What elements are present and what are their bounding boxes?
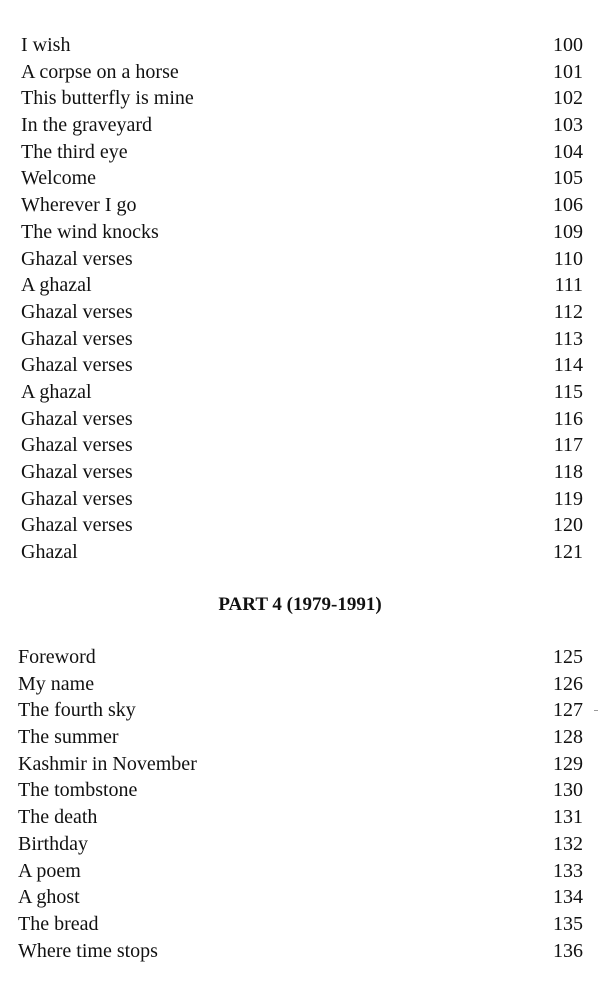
toc-entry-title: In the graveyard bbox=[21, 114, 153, 137]
toc-entry-title: A ghazal bbox=[21, 274, 92, 297]
toc-entry-page: 135 bbox=[553, 912, 583, 935]
toc-entry bbox=[0, 777, 600, 804]
toc-entry-title: Ghazal verses bbox=[21, 434, 133, 457]
toc-entry-page: 111 bbox=[554, 274, 583, 297]
toc-entry-title: Ghazal verses bbox=[21, 354, 133, 377]
toc-entry bbox=[0, 219, 600, 246]
toc-entry-page: 117 bbox=[553, 434, 583, 457]
toc-entry-page: 112 bbox=[553, 300, 583, 323]
toc-entry bbox=[0, 272, 600, 299]
toc-entry-title: A ghost bbox=[18, 886, 80, 909]
toc-entry bbox=[0, 751, 600, 778]
toc-entry-page: 110 bbox=[553, 247, 583, 270]
toc-entry-page: 118 bbox=[553, 461, 583, 483]
toc-entry-page: 116 bbox=[553, 407, 583, 430]
toc-entry bbox=[0, 112, 600, 139]
toc-entry bbox=[0, 32, 600, 59]
toc-entry-page: 103 bbox=[553, 114, 583, 137]
toc-entry-page: 119 bbox=[553, 487, 583, 510]
toc-entry-page: 106 bbox=[553, 194, 583, 217]
scan-edge-mark bbox=[594, 710, 598, 711]
toc-entry-page: 134 bbox=[553, 886, 583, 909]
toc-entry-title: Ghazal verses bbox=[21, 487, 133, 510]
toc-entry bbox=[0, 246, 600, 273]
toc-entry bbox=[0, 165, 600, 192]
toc-entry-page: 125 bbox=[553, 646, 583, 668]
toc-entry-title: The bread bbox=[18, 912, 99, 935]
toc-entry-title: This butterfly is mine bbox=[21, 87, 194, 110]
toc-entry bbox=[0, 352, 600, 379]
toc-entry-page: 101 bbox=[553, 60, 583, 83]
toc-entry-page: 100 bbox=[553, 34, 583, 56]
toc-entry-title: I wish bbox=[21, 34, 71, 56]
toc-entry bbox=[0, 486, 600, 513]
toc-entry bbox=[0, 858, 600, 885]
toc-entry-title: A ghazal bbox=[21, 380, 92, 403]
toc-entry-page: 121 bbox=[553, 541, 583, 564]
toc-entry-title: My name bbox=[18, 672, 95, 695]
toc-entry-page: 105 bbox=[553, 167, 583, 190]
toc-entry bbox=[0, 831, 600, 858]
toc-entry bbox=[0, 644, 600, 671]
toc-entry-title: Ghazal verses bbox=[21, 514, 133, 537]
toc-entry-title: Where time stops bbox=[18, 939, 158, 962]
toc-entry-page: 133 bbox=[553, 859, 583, 882]
toc-entry-page: 104 bbox=[553, 140, 583, 163]
toc-entry-page: 114 bbox=[553, 354, 583, 377]
toc-entry bbox=[0, 724, 600, 751]
toc-entry bbox=[0, 938, 600, 965]
toc-entry-title: Ghazal bbox=[21, 541, 78, 564]
toc-entry bbox=[0, 911, 600, 938]
toc-entry bbox=[0, 432, 600, 459]
toc-entry-page: 126 bbox=[553, 672, 583, 695]
toc-entry-title: A poem bbox=[18, 859, 81, 882]
toc-entry bbox=[0, 697, 600, 724]
toc-entry-title: Foreword bbox=[18, 646, 96, 668]
toc-entry bbox=[0, 379, 600, 406]
toc-entry bbox=[0, 671, 600, 698]
toc-entry-title: A corpse on a horse bbox=[21, 60, 179, 83]
toc-entry-page: 131 bbox=[553, 806, 583, 829]
toc-entry-page: 136 bbox=[553, 939, 583, 962]
toc-entry-title: The summer bbox=[18, 726, 119, 749]
toc-entry-page: 113 bbox=[553, 327, 583, 350]
toc-entry-title: Ghazal verses bbox=[21, 327, 133, 350]
toc-entry-title: The third eye bbox=[21, 140, 128, 163]
toc-entry bbox=[0, 539, 600, 566]
toc-list-upper bbox=[0, 32, 600, 566]
toc-entry-title: Welcome bbox=[21, 167, 97, 190]
toc-entry bbox=[0, 59, 600, 86]
toc-entry-title: The tombstone bbox=[18, 779, 138, 802]
toc-entry-page: 115 bbox=[553, 380, 583, 403]
toc-entry-title: Ghazal verses bbox=[21, 407, 133, 430]
toc-entry-page: 109 bbox=[553, 220, 583, 243]
toc-entry bbox=[0, 326, 600, 353]
toc-entry-title: Kashmir in November bbox=[18, 752, 197, 775]
toc-entry-page: 128 bbox=[553, 726, 583, 749]
toc-entry-page: 127 bbox=[553, 699, 583, 722]
toc-entry bbox=[0, 512, 600, 539]
toc-entry bbox=[0, 192, 600, 219]
toc-entry bbox=[0, 299, 600, 326]
toc-entry bbox=[0, 884, 600, 911]
toc-entry-title: Ghazal verses bbox=[21, 300, 133, 323]
toc-entry-title: Ghazal verses bbox=[21, 247, 133, 270]
toc-entry-page: 129 bbox=[553, 752, 583, 775]
toc-entry-page: 120 bbox=[553, 514, 583, 537]
toc-entry-page: 132 bbox=[553, 832, 583, 855]
toc-entry bbox=[0, 85, 600, 112]
toc-entry bbox=[0, 406, 600, 433]
toc-entry-page: 102 bbox=[553, 87, 583, 110]
toc-entry-page: 130 bbox=[553, 779, 583, 802]
section-heading-part-4: PART 4 (1979-1991) bbox=[218, 594, 382, 615]
toc-entry bbox=[0, 459, 600, 486]
toc-entry-title: The wind knocks bbox=[21, 220, 159, 243]
toc-entry-title: Birthday bbox=[18, 832, 88, 855]
toc-entry bbox=[0, 139, 600, 166]
toc-entry-title: Ghazal verses bbox=[21, 461, 133, 483]
toc-list-part-4 bbox=[0, 644, 600, 964]
toc-entry-title: The fourth sky bbox=[18, 699, 136, 722]
toc-entry-title: Wherever I go bbox=[21, 194, 137, 217]
toc-entry bbox=[0, 804, 600, 831]
toc-entry-title: The death bbox=[18, 806, 98, 829]
